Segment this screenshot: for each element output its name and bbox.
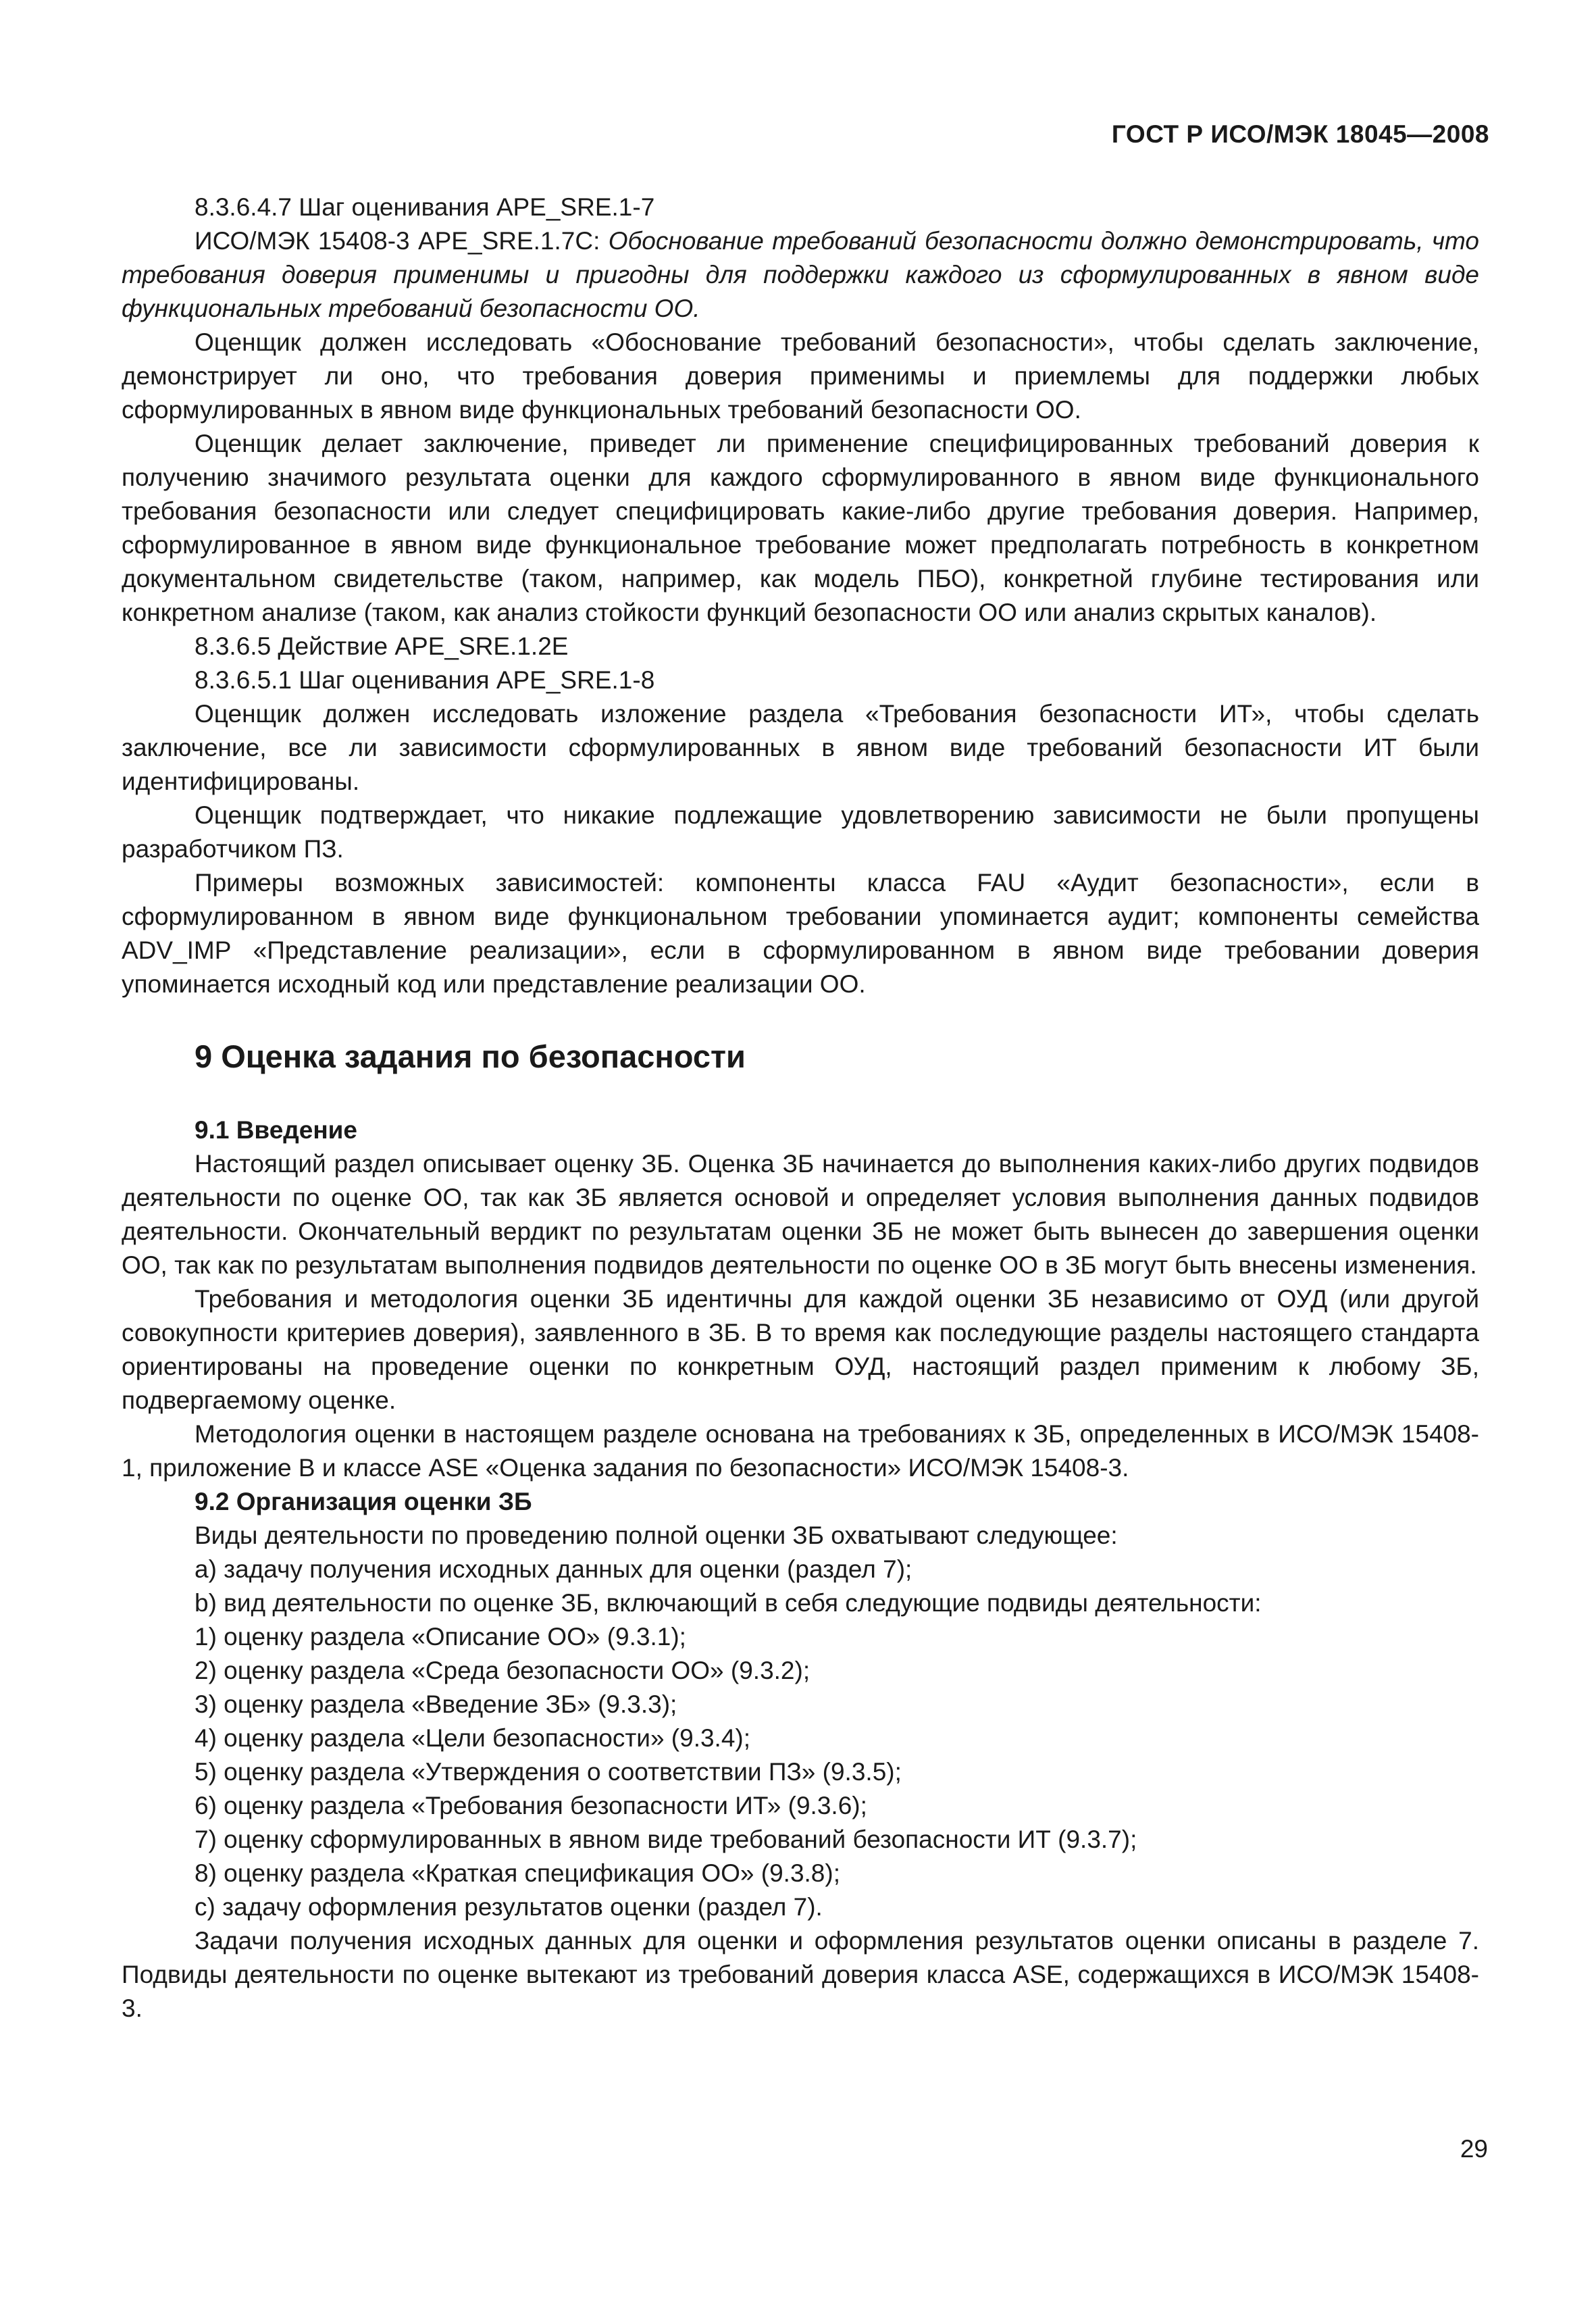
paragraph-body: Настоящий раздел описывает оценку ЗБ. Оценка ЗБ начинается до выполнения каких-либо других подвидов деятельности по оценке ОО, так как ЗБ является основой и определяет условия выполнения данных подвидов деятельности. Окончательный вердикт по результатам оценки ЗБ не может быть вынесен до завершения оценки ОО, так как по результатам выполнения подвидов деятельности по оценке ОО в ЗБ могут быть внесены изменения. (122, 1150, 1479, 1279)
paragraph-body: Оценщик делает заключение, приведет ли применение специфицированных требований доверия к получению значимого результата оценки для каждого сформулированного в явном виде функционального требования безопасности или следует специфицировать какие-либо другие требования доверия. Например, сформулированное в явном виде функциональное требование может предполагать потребность в конкретном документальном свидетельстве (таком, например, как модель ПБО), конкретной глубине тестирования или конкретном анализе (таком, как анализ стойкости функций безопасности ОО или анализ скрытых каналов). (122, 430, 1479, 626)
requirement-text: Обоснование требований безопасности должно демонстрировать, что требования доверия применимы и пригодны для поддержки каждого из сформулированных в явном виде функциональных требований безопасности ОО. (122, 227, 1480, 322)
paragraph-body: Примеры возможных зависимостей: компоненты класса FAU «Аудит безопасности», если в сформулированном в явном виде функциональном требовании упоминается аудит; компоненты семейства ADV_IMP «Представление реализации», если в сформулированном в явном виде требовании доверия упоминается исходный код или представление реализации ОО. (122, 869, 1479, 998)
section-9-heading: 9 Оценка задания по безопасности (195, 1038, 746, 1074)
paragraph-body: Требования и методология оценки ЗБ идентичны для каждой оценки ЗБ независимо от ОУД (или другой совокупности критериев доверия), заявленного в ЗБ. В то время как последующие разделы настоящего стандарта ориентированы на проведение оценки по конкретным ОУД, настоящий раздел применим к любому ЗБ, подвергаемому оценке. (122, 1285, 1479, 1414)
paragraph-step-ape-sre-1-7: 8.3.6.4.7 Шаг оценивания APE_SRE.1-7 (195, 193, 655, 221)
paragraph-body: Задачи получения исходных данных для оценки и оформления результатов оценки описаны в разделе 7. Подвиды деятельности по оценке вытекают из требований доверия класса ASE, содержащихся в ИСО/МЭК 15408-3. (122, 1927, 1479, 2022)
subsection-9-2-heading: 9.2 Организация оценки ЗБ (195, 1488, 532, 1515)
list-item-b5: 5) оценку раздела «Утверждения о соответствии ПЗ» (9.3.5); (195, 1758, 902, 1786)
list-item-b1: 1) оценку раздела «Описание ОО» (9.3.1); (195, 1623, 686, 1651)
page-body (122, 191, 1479, 2026)
list-item-a: a) задачу получения исходных данных для оценки (раздел 7); (195, 1555, 912, 1583)
list-item-b2: 2) оценку раздела «Среда безопасности ОО» (9.3.2); (195, 1657, 810, 1684)
paragraph-step-ape-sre-1-8: 8.3.6.5.1 Шаг оценивания APE_SRE.1-8 (195, 666, 655, 694)
paragraph-body: Методология оценки в настоящем разделе основана на требованиях к ЗБ, определенных в ИСО/МЭК 15408-1, приложение В и классе ASE «Оценка задания по безопасности» ИСО/МЭК 15408-3. (122, 1420, 1479, 1482)
paragraph-body: Виды деятельности по проведению полной оценки ЗБ охватывают следующее: (195, 1521, 1118, 1549)
paragraph-body: Оценщик должен исследовать «Обоснование требований безопасности», чтобы сделать заключение, демонстрирует ли оно, что требования доверия применимы и приемлемы для поддержки любых сформулированных в явном виде функциональных требований безопасности ОО. (122, 328, 1479, 424)
page-number: 29 (1460, 2135, 1488, 2163)
list-item-c: c) задачу оформления результатов оценки (раздел 7). (195, 1893, 823, 1921)
list-item-b7: 7) оценку сформулированных в явном виде требований безопасности ИТ (9.3.7); (195, 1826, 1137, 1853)
list-item-b3: 3) оценку раздела «Введение ЗБ» (9.3.3); (195, 1690, 677, 1718)
requirement-reference: ИСО/МЭК 15408-3 APE_SRE.1.7C: (195, 227, 609, 255)
subsection-9-1-heading: 9.1 Введение (195, 1116, 358, 1144)
document-header: ГОСТ Р ИСО/МЭК 18045—2008 (1111, 120, 1489, 148)
list-item-b8: 8) оценку раздела «Краткая спецификация ОО» (9.3.8); (195, 1859, 840, 1887)
paragraph-body: Оценщик подтверждает, что никакие подлежащие удовлетворению зависимости не были пропущены разработчиком ПЗ. (122, 801, 1479, 863)
list-item-b6: 6) оценку раздела «Требования безопасности ИТ» (9.3.6); (195, 1792, 867, 1819)
list-item-b4: 4) оценку раздела «Цели безопасности» (9.3.4); (195, 1724, 751, 1752)
paragraph-requirement-sre-1-7c (122, 224, 1479, 326)
paragraph-action-ape-sre-1-2e: 8.3.6.5 Действие APE_SRE.1.2E (195, 632, 569, 660)
list-item-b: b) вид деятельности по оценке ЗБ, включающий в себя следующие подвиды деятельности: (195, 1589, 1262, 1617)
paragraph-body: Оценщик должен исследовать изложение раздела «Требования безопасности ИТ», чтобы сделать заключение, все ли зависимости сформулированных в явном виде требований безопасности ИТ были идентифицированы. (122, 700, 1479, 795)
